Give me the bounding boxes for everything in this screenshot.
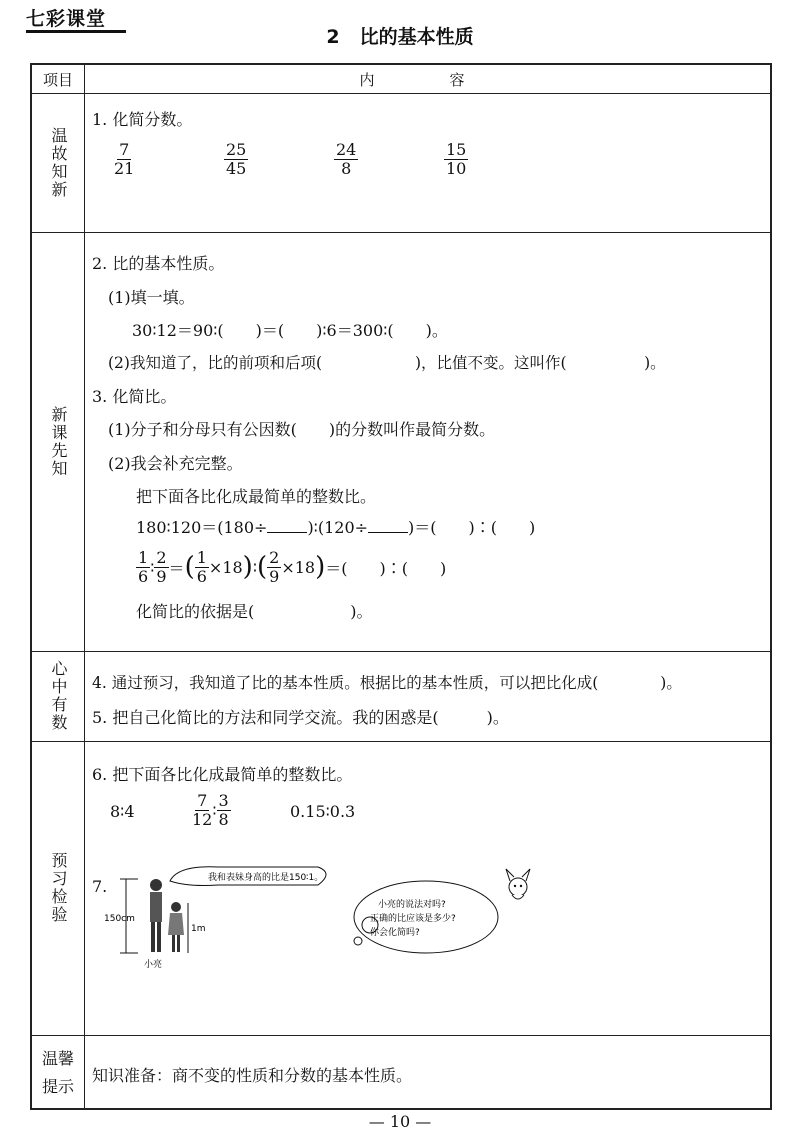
q2-equation: 30∶12＝90∶( )＝( )∶6＝300∶( )。 bbox=[132, 321, 448, 340]
header-content-label: 内 容 bbox=[359, 70, 495, 89]
q4-text: 4. 通过预习，我知道了比的基本性质。根据比的基本性质，可以把比化成( )。 bbox=[92, 674, 682, 692]
denominator: 21 bbox=[114, 159, 135, 178]
eq2-rest: ＝( )∶( ) bbox=[325, 558, 447, 578]
q1-fraction bbox=[224, 141, 248, 178]
bubble-line3: 你会化简吗? bbox=[370, 928, 420, 938]
boy-name: 小亮 bbox=[144, 960, 163, 970]
label-new-lesson: 新课先知 bbox=[49, 405, 68, 478]
denominator: 8 bbox=[341, 159, 352, 178]
row-divider bbox=[32, 741, 770, 742]
numerator: 24 bbox=[336, 140, 357, 159]
label-review: 温故知新 bbox=[49, 126, 68, 199]
q6-text: 6. 把下面各比化成最简单的整数比。 bbox=[92, 765, 353, 784]
bubble-line2: 正确的比应该是多少? bbox=[370, 914, 456, 924]
column-divider bbox=[84, 65, 85, 1108]
bubble-line1: 小亮的说法对吗? bbox=[378, 900, 446, 910]
speech-text: 我和表妹身高的比是150∶1。 bbox=[208, 873, 324, 883]
height-label-150: 150cm bbox=[104, 914, 135, 924]
q5-text: 5. 把自己化简比的方法和同学交流。我的困惑是( )。 bbox=[92, 708, 509, 727]
boy-figure bbox=[150, 879, 162, 952]
worksheet-table bbox=[30, 63, 772, 1110]
q1-fraction bbox=[334, 141, 358, 178]
q1-fraction bbox=[114, 141, 134, 178]
q3-equation2: $\frac{1}{6}$ ∶ $\frac{2}{9}$ ＝ ( $\frac{1}{6}$ ×18 ) ∶ ( $\frac{2}{9}$ ×18 ) ＝( )∶( ) bbox=[138, 547, 447, 586]
numerator: 7 bbox=[119, 140, 130, 159]
label-understanding: 心中有数 bbox=[49, 660, 68, 732]
section-number: 2 bbox=[326, 26, 340, 48]
brand-logo: 七彩课堂 bbox=[26, 8, 107, 30]
section-title: 比的基本性质 bbox=[359, 26, 474, 48]
q1-text: 1. 化简分数。 bbox=[92, 110, 193, 129]
height-label-1m: 1m bbox=[191, 924, 206, 934]
eq1-part-c: )＝( )∶( ) bbox=[408, 518, 536, 537]
q6-ratio-c: 0.15∶0.3 bbox=[290, 802, 356, 821]
q3-part2: (2)我会补充完整。 bbox=[108, 454, 243, 473]
row-divider bbox=[32, 232, 770, 233]
label-tip bbox=[32, 1035, 84, 1110]
header-item-label: 项目 bbox=[42, 70, 73, 89]
eq1-part-a: 180∶120＝(180÷ bbox=[136, 518, 268, 537]
q7-illustration bbox=[104, 855, 528, 975]
q6-ratio-b: $\frac{7}{12}$ ∶ $\frac{3}{8}$ bbox=[192, 791, 229, 829]
q3-basis: 化简比的依据是( )。 bbox=[136, 602, 373, 621]
q3-text: 3. 化简比。 bbox=[92, 387, 177, 406]
q2-part2: (2)我知道了，比的前项和后项( )，比值不变。这叫作( )。 bbox=[108, 354, 666, 372]
numerator: 25 bbox=[226, 140, 247, 159]
tip-text: 知识准备：商不变的性质和分数的基本性质。 bbox=[92, 1066, 413, 1085]
denominator: 45 bbox=[226, 159, 247, 178]
row-divider bbox=[32, 651, 770, 652]
eq1-part-b: )∶(120÷ bbox=[307, 518, 369, 537]
fill-blank[interactable] bbox=[267, 518, 307, 533]
q1-fraction bbox=[444, 141, 468, 178]
girl-figure bbox=[168, 902, 184, 952]
page-header bbox=[0, 0, 800, 60]
label-tip-line1: 温馨 bbox=[41, 1048, 74, 1068]
denominator: 10 bbox=[446, 159, 467, 178]
label-tip-line2: 提示 bbox=[41, 1076, 74, 1096]
numerator: 15 bbox=[446, 140, 467, 159]
q3-part3: 把下面各比化成最简单的整数比。 bbox=[136, 487, 377, 506]
q3-equation1 bbox=[136, 515, 535, 538]
q2-text: 2. 比的基本性质。 bbox=[92, 254, 225, 273]
q6-ratio-a: 8∶4 bbox=[110, 802, 135, 821]
q3-part1: (1)分子和分母只有公因数( )的分数叫作最简分数。 bbox=[108, 420, 496, 439]
row-divider bbox=[32, 93, 770, 94]
page-number: — 10 — bbox=[368, 1112, 432, 1131]
page-title bbox=[0, 22, 800, 49]
label-preview-check: 预习检验 bbox=[49, 852, 68, 924]
q7-number: 7. bbox=[92, 877, 108, 896]
row-divider bbox=[32, 1035, 770, 1036]
q2-part1: (1)填一填。 bbox=[108, 288, 195, 307]
mascot-icon bbox=[506, 869, 530, 899]
fill-blank[interactable] bbox=[368, 518, 408, 533]
